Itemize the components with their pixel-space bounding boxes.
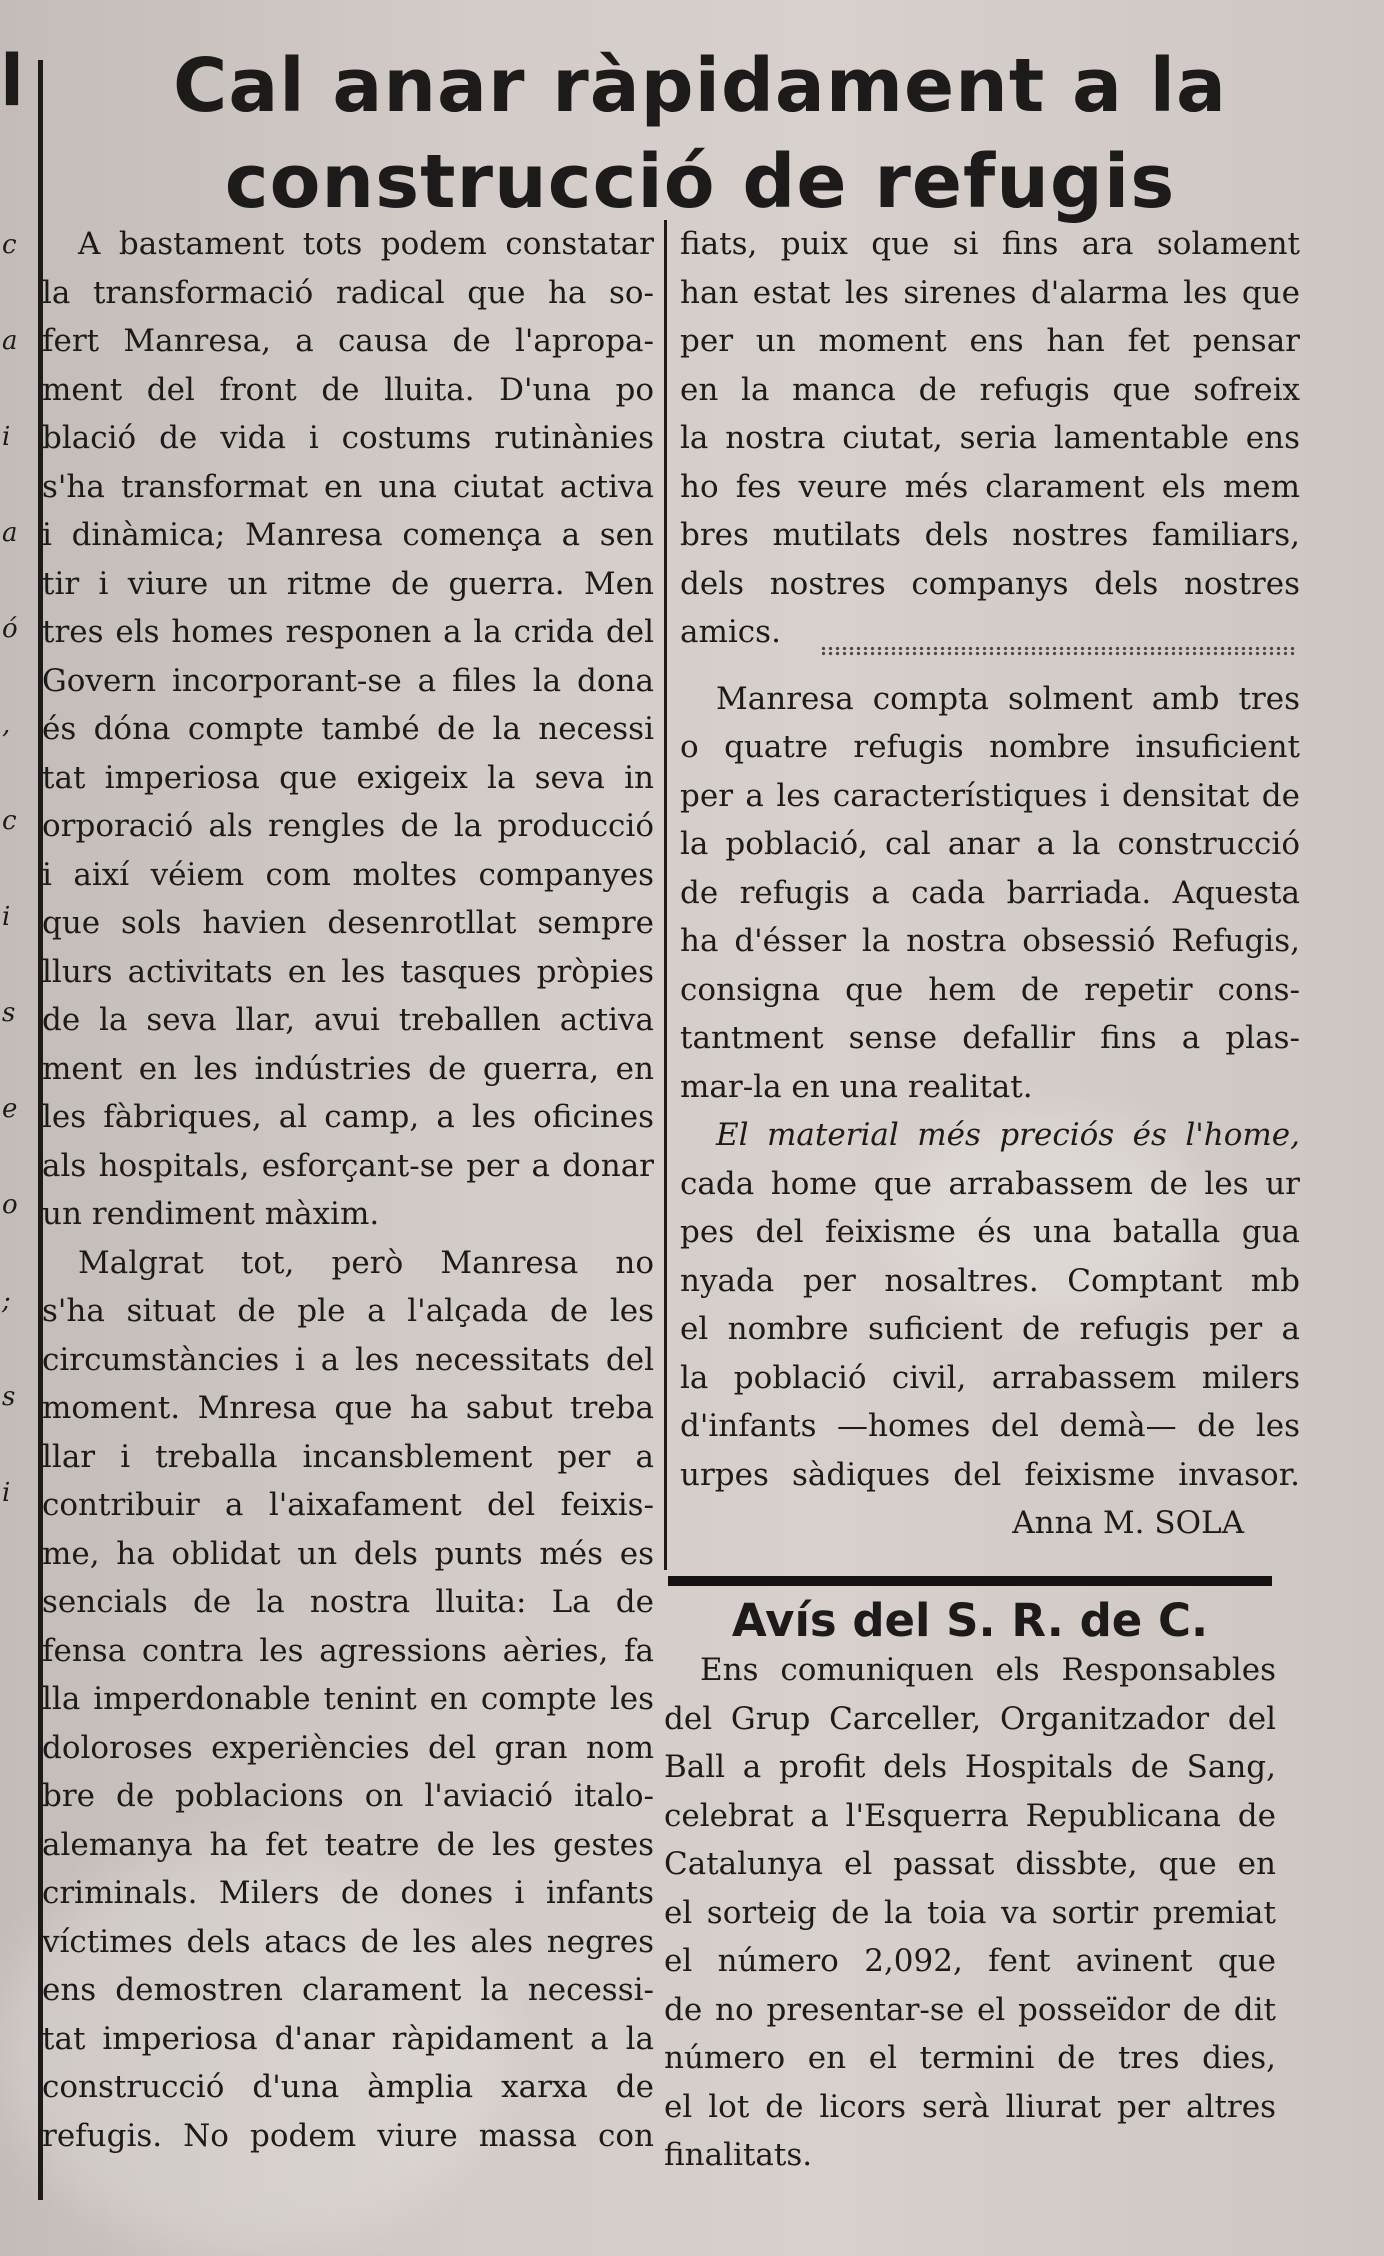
text-line: d'infants —homes del demà— de les	[680, 1408, 1300, 1444]
adjacent-column-char: i	[2, 422, 11, 452]
text-line: circumstàncies i a les necessitats del	[42, 1341, 654, 1378]
adjacent-column-char: s	[2, 998, 16, 1028]
text-line: El material més preciós és l'home,	[716, 1117, 1300, 1153]
text-line: contribuir a l'aixafament del feixis-	[42, 1487, 654, 1523]
text-line: moment. Mnresa que ha sabut treba	[42, 1390, 654, 1426]
text-line: de no presentar-se el posseïdor de dit	[664, 1991, 1276, 2028]
text-line: i així véiem com moltes companyes	[42, 856, 654, 893]
article-headline	[100, 38, 1300, 230]
text-line: pes del feixisme és una batalla gua	[680, 1214, 1300, 1250]
article-signature: Anna M. SOLA	[1012, 1505, 1244, 1541]
headline-line-1: Cal anar ràpidament a la	[173, 43, 1227, 129]
adjacent-column-letter: l	[0, 40, 24, 122]
text-line: tat imperiosa d'anar ràpidament a la	[42, 2020, 654, 2057]
adjacent-column-char: ó	[2, 614, 18, 644]
text-line: tat imperiosa que exigeix la seva in	[42, 759, 654, 796]
text-line: fensa contra les agressions aèries, fa	[42, 1632, 654, 1669]
text-line: tantment sense defallir fins a plas-	[680, 1020, 1300, 1056]
text-line: de refugis a cada barriada. Aquesta	[680, 874, 1300, 911]
notice-rule	[668, 1576, 1272, 1586]
text-line: llurs activitats en les tasques pròpies	[42, 953, 654, 990]
text-line: amics.	[680, 614, 781, 650]
text-line: és dóna compte també de la necessi	[42, 711, 654, 747]
text-line: la nostra ciutat, seria lamentable ens	[680, 420, 1300, 456]
text-line: número en el termini de tres dies,	[664, 2040, 1276, 2076]
text-line: bres mutilats dels nostres familiars,	[680, 517, 1300, 553]
text-line: finalitats.	[664, 2137, 813, 2173]
text-line: tir i viure un ritme de guerra. Men	[42, 565, 654, 602]
text-line: Ball a profit dels Hospitals de Sang,	[664, 1749, 1276, 1785]
text-line: la transformació radical que ha so-	[42, 274, 654, 311]
text-line: urpes sàdiques del feixisme invasor.	[680, 1456, 1300, 1493]
headline-line-2: construcció de refugis	[224, 139, 1176, 225]
text-line: alemanya ha fet teatre de les gestes	[42, 1826, 654, 1863]
text-line: consigna que hem de repetir cons-	[680, 971, 1300, 1008]
notice-title: Avís del S. R. de C.	[731, 1594, 1209, 1647]
text-line: Catalunya el passat dissbte, que en	[664, 1846, 1276, 1882]
text-line: bre de poblacions on l'aviació italo-	[42, 1778, 654, 1814]
text-line: ment del front de lluita. D'una po	[42, 371, 654, 408]
text-line: s'ha situat de ple a l'alçada de les	[42, 1293, 654, 1329]
text-line: i dinàmica; Manresa comença a sen	[42, 517, 654, 553]
text-line: Manresa compta solment amb tres	[716, 680, 1300, 717]
article-right-column	[680, 220, 1300, 1548]
adjacent-column-char: c	[2, 230, 17, 260]
text-line: les fàbriques, al camp, a les oficines	[42, 1099, 654, 1135]
text-line: tres els homes responen a la crida del	[42, 614, 654, 650]
adjacent-column-char: ;	[2, 1286, 11, 1316]
text-line: me, ha oblidat un dels punts més es	[42, 1535, 654, 1572]
text-line: sencials de la nostra lluita: La de	[42, 1584, 654, 1620]
text-line: cada home que arrabassem de les ur	[680, 1165, 1300, 1202]
adjacent-column-char: i	[2, 1478, 11, 1508]
text-line: de la seva llar, avui treballen activa	[42, 1002, 654, 1038]
text-line: en la manca de refugis que sofreix	[680, 371, 1300, 408]
article-left-column	[42, 220, 654, 2160]
text-line: que sols havien desenrotllat sempre	[42, 905, 654, 941]
text-line: ens demostren clarament la necessi-	[42, 1972, 654, 2008]
text-line: el sorteig de la toia va sortir premiat	[664, 1894, 1276, 1931]
text-line: llar i treballa incansblement per a	[42, 1438, 654, 1475]
text-line: A bastament tots podem constatar	[78, 226, 654, 262]
adjacent-column-fragment	[0, 0, 36, 2256]
ink-divider	[820, 646, 1296, 656]
text-line: construcció d'una àmplia xarxa de	[42, 2069, 654, 2105]
text-line: la població, cal anar a la construcció	[680, 826, 1300, 862]
text-line: del Grup Carceller, Organitzador del	[664, 1700, 1276, 1737]
adjacent-column-char: c	[2, 806, 17, 836]
text-line: lla imperdonable tenint en compte les	[42, 1681, 654, 1717]
text-line: fiats, puix que si fins ara solament	[680, 226, 1300, 262]
text-line: ho fes veure més clarament els mem	[680, 468, 1300, 505]
text-line: per a les característiques i densitat de	[680, 777, 1300, 814]
text-line: Ens comuniquen els Responsables	[700, 1652, 1276, 1688]
text-line: la població civil, arrabassem milers	[680, 1359, 1300, 1396]
text-line: orporació als rengles de la producció	[42, 808, 654, 844]
text-line: blació de vida i costums rutinànies	[42, 420, 654, 456]
text-line: refugis. No podem viure massa con	[42, 2117, 654, 2154]
text-line: als hospitals, esforçant-se per a donar	[42, 1147, 654, 1184]
text-line: nyada per nosaltres. Comptant mb	[680, 1262, 1300, 1299]
text-line: mar-la en una realitat.	[680, 1068, 1033, 1105]
text-line: Malgrat tot, però Manresa no	[78, 1244, 654, 1281]
adjacent-column-char: i	[2, 902, 11, 932]
text-line: han estat les sirenes d'alarma les que	[680, 274, 1300, 311]
text-line: per un moment ens han fet pensar	[680, 323, 1300, 359]
text-line: ha d'ésser la nostra obsessió Refugis,	[680, 923, 1300, 959]
text-line: el lot de licors serà lliurat per altres	[664, 2088, 1276, 2125]
text-line: víctimes dels atacs de les ales negres	[42, 1923, 654, 1960]
text-line: ment en les indústries de guerra, en	[42, 1050, 654, 1087]
text-line: s'ha transformat en una ciutat activa	[42, 468, 654, 505]
text-line: un rendiment màxim.	[42, 1196, 380, 1232]
column-rule-center	[664, 220, 667, 1570]
text-line: criminals. Milers de dones i infants	[42, 1875, 654, 1911]
notice-body	[664, 1646, 1276, 2180]
adjacent-column-char: o	[2, 1190, 18, 1220]
text-line: el nombre suficient de refugis per a	[680, 1311, 1300, 1347]
text-line: el número 2,092, fent avinent que	[664, 1943, 1276, 1979]
text-line: o quatre refugis nombre insuficient	[680, 729, 1300, 765]
adjacent-column-char: ,	[2, 710, 11, 740]
text-line: dels nostres companys dels nostres	[680, 565, 1300, 602]
adjacent-column-char: a	[2, 518, 18, 548]
text-line: doloroses experiències del gran nom	[42, 1729, 654, 1766]
adjacent-column-char: e	[2, 1094, 18, 1124]
adjacent-column-char: a	[2, 326, 18, 356]
text-line: Govern incorporant-se a files la dona	[42, 662, 654, 699]
text-line: celebrat a l'Esquerra Republicana de	[664, 1797, 1276, 1834]
adjacent-column-char: s	[2, 1382, 16, 1412]
text-line: fert Manresa, a causa de l'apropa-	[42, 323, 654, 359]
